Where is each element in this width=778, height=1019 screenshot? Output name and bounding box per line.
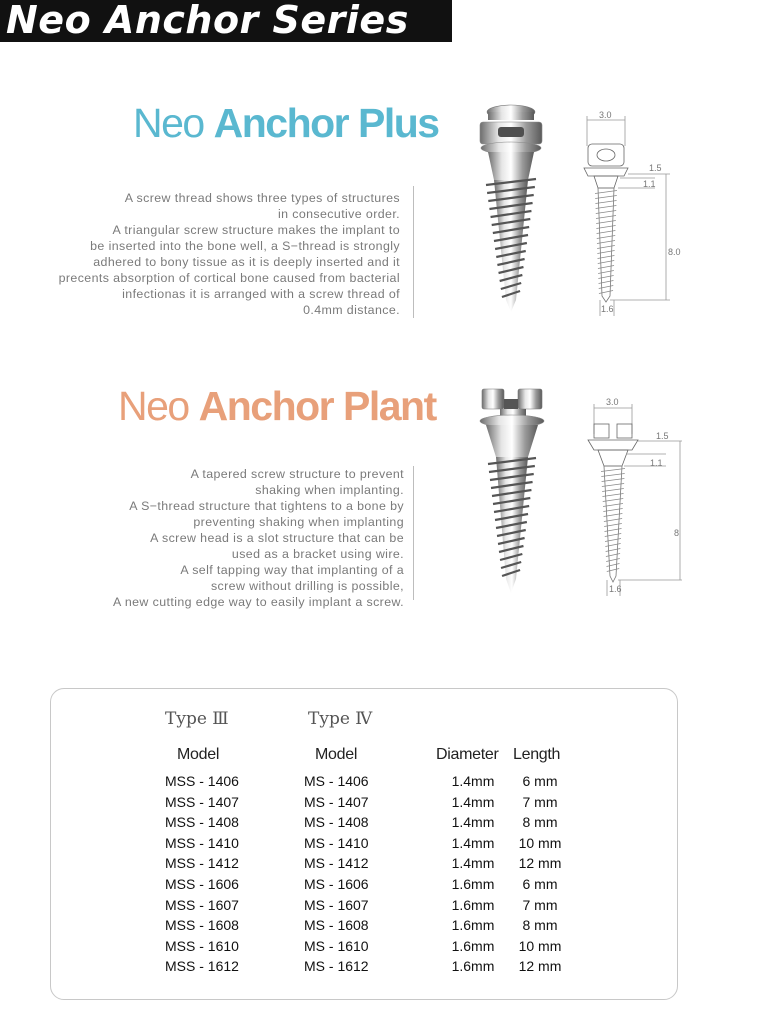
divider-line	[413, 466, 414, 600]
cell-diameter: 1.4mm	[451, 773, 495, 789]
cell-diameter: 1.6mm	[451, 917, 495, 934]
description-line: A self tapping way that implanting of a	[180, 563, 404, 577]
description-line: in consecutive order.	[277, 207, 400, 221]
description-line: adhered to bony tissue as it is deeply inserted and it	[93, 255, 400, 269]
cell-diameter: 1.4mm	[451, 793, 495, 810]
cell-model-type4: MS - 1407	[304, 793, 369, 810]
cell-model-type3: MSS - 1607	[165, 896, 239, 913]
series-banner	[0, 0, 452, 42]
cell-length: 10 mm	[518, 937, 562, 954]
dim-length: 8.0	[668, 247, 681, 257]
product-title-plant	[118, 383, 436, 430]
product-title-light: Neo	[118, 383, 189, 429]
description-line: A screw thread shows three types of structures	[124, 191, 400, 205]
product-description-plant	[113, 466, 404, 610]
cell-model-type3: MSS - 1606	[165, 876, 239, 892]
series-title: Neo Anchor Series	[6, 0, 409, 42]
cell-length: 6 mm	[522, 773, 558, 789]
cell-model-type4: MS - 1612	[304, 958, 369, 975]
cell-model-type4: MS - 1408	[304, 814, 369, 831]
product-title-light: Neo	[133, 100, 204, 146]
product-title-bold: Anchor Plus	[213, 100, 439, 146]
cell-model-type4: MS - 1406	[304, 773, 369, 789]
cell-model-type4: MS - 1607	[304, 896, 369, 913]
anchor-plus-dimension-drawing	[570, 108, 690, 323]
cell-model-type4: MS - 1412	[304, 855, 369, 872]
cell-model-type3: MSS - 1610	[165, 937, 239, 954]
description-line: be inserted into the bone well, a S−thread is strongly	[90, 239, 400, 253]
cell-length: 12 mm	[518, 958, 562, 975]
divider-line	[413, 186, 414, 318]
description-line: A triangular screw structure makes the implant to	[112, 223, 400, 237]
column-header-model-type4: Model	[315, 746, 358, 763]
cell-model-type3: MSS - 1612	[165, 958, 239, 975]
dim-tip: 1.6	[609, 584, 622, 594]
product-description-plus	[59, 190, 400, 318]
dim-length: 8	[674, 528, 680, 538]
column-header-length: Length	[513, 746, 561, 763]
description-line: 0.4mm distance.	[303, 303, 400, 317]
cell-length: 6 mm	[522, 876, 558, 892]
cell-model-type3: MSS - 1412	[165, 855, 239, 872]
description-line: infectionas it is arranged with a screw thread of	[122, 287, 400, 301]
description-line: A S−thread structure that tightens to a bone by	[129, 499, 404, 513]
description-line: screw without drilling is possible,	[210, 579, 404, 593]
cell-length: 12 mm	[518, 855, 562, 872]
product-title-plus	[133, 100, 439, 147]
cell-model-type3: MSS - 1408	[165, 814, 239, 831]
cell-model-type4: MS - 1610	[304, 937, 369, 954]
dim-tip: 1.6	[601, 304, 614, 314]
spec-table	[50, 688, 678, 1000]
dim-collar: 1.5	[649, 163, 662, 173]
cell-length: 7 mm	[522, 896, 558, 913]
description-line: A new cutting edge way to easily implant a screw.	[113, 595, 404, 609]
cell-diameter: 1.6mm	[451, 958, 495, 975]
dim-neck: 1.1	[643, 179, 656, 189]
cell-diameter: 1.4mm	[451, 855, 495, 872]
anchor-plant-dimension-drawing	[574, 394, 694, 604]
description-line: A screw head is a slot structure that can be	[150, 531, 404, 545]
cell-model-type4: MS - 1606	[304, 876, 369, 892]
cell-model-type3: MSS - 1608	[165, 917, 239, 934]
cell-length: 10 mm	[518, 834, 562, 851]
cell-diameter: 1.4mm	[451, 834, 495, 851]
cell-model-type3: MSS - 1407	[165, 793, 239, 810]
description-line: precents absorption of cortical bone caused from bacterial	[58, 271, 400, 285]
dim-head-width: 3.0	[599, 110, 612, 120]
cell-model-type4: MS - 1608	[304, 917, 369, 934]
description-line: A tapered screw structure to prevent	[190, 467, 404, 481]
cell-diameter: 1.6mm	[451, 876, 495, 892]
anchor-plant-screw-image	[470, 383, 570, 601]
description-line: preventing shaking when implanting	[193, 515, 404, 529]
column-header-model-type3: Model	[177, 746, 220, 763]
cell-model-type3: MSS - 1406	[165, 773, 239, 789]
type-4-label: Type Ⅳ	[308, 709, 373, 729]
cell-model-type3: MSS - 1410	[165, 834, 239, 851]
type-3-label: Type Ⅲ	[165, 709, 229, 729]
product-title-bold: Anchor Plant	[198, 383, 436, 429]
description-line: shaking when implanting.	[255, 483, 404, 497]
cell-length: 8 mm	[522, 814, 558, 831]
dim-neck: 1.1	[650, 458, 663, 468]
cell-length: 8 mm	[522, 917, 558, 934]
dim-head-width: 3.0	[606, 397, 619, 407]
cell-length: 7 mm	[522, 793, 558, 810]
cell-diameter: 1.6mm	[451, 937, 495, 954]
cell-diameter: 1.6mm	[451, 896, 495, 913]
cell-model-type4: MS - 1410	[304, 834, 369, 851]
anchor-plus-screw-image	[468, 100, 568, 320]
dim-collar: 1.5	[656, 431, 669, 441]
cell-diameter: 1.4mm	[451, 814, 495, 831]
description-line: used as a bracket using wire.	[231, 547, 404, 561]
column-header-diameter: Diameter	[436, 746, 499, 763]
